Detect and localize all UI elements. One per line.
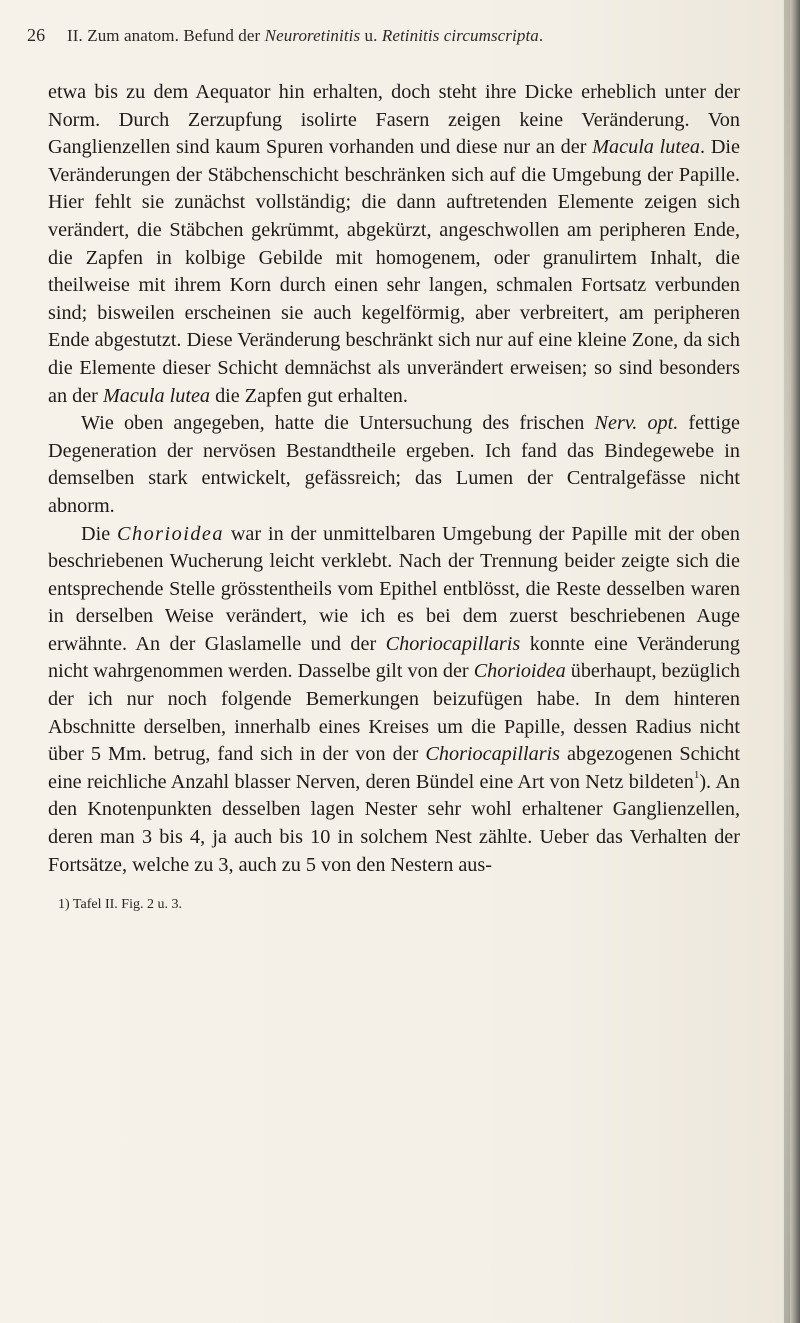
body-text xyxy=(48,79,740,879)
page-edge-stain xyxy=(784,0,790,1323)
header-title: II. Zum anatom. Befund der Neuroretinitis u. Retinitis circumscripta. xyxy=(67,26,544,45)
page-number: 26 xyxy=(27,25,46,45)
paragraph-3: Die Chorioidea war in der unmittelbaren Umgebung der Papille mit der oben beschriebenen Wucherung leicht verklebt. Nach der Trennung beider zeigte sich die entsprechende Stelle grösstentheils vom Epithel entblösst, die Reste desselben waren in derselben Weise verändert, wie ich es bei dem zuerst beschriebenen Auge erwähnte. An der Glaslamelle und der Choriocapillaris konnte eine Veränderung nicht wahrgenommen werden. Dasselbe gilt von der Chorioidea überhaupt, bezüglich der ich nur noch folgende Bemerkungen beizufügen habe. In dem hinteren Abschnitte derselben, innerhalb eines Kreises um die Papille, dessen Radius nicht über 5 Mm. betrug, fand sich in der von der Choriocapillaris abgezogenen Schicht eine reichliche Anzahl blasser Nerven, deren Bündel eine Art von Netz bildeten$^1$). An den Knotenpunkten desselben lagen Nester sehr wohl erhaltener Ganglienzellen, deren man 3 bis 4, ja auch bis 10 in solchem Nest zählte. Ueber das Verhalten der Fortsätze, welche zu 3, auch zu 5 von den Nestern aus- xyxy=(48,522,741,876)
footnote-ref[interactable]: 1 xyxy=(693,769,700,782)
paragraph-1: etwa bis zu dem Aequator hin erhalten, doch steht ihre Dicke erheblich unter der Norm. Durch Zerzupfung isolirte Fasern zeigen keine Veränderung. Von Ganglienzellen sind kaum Spuren vorhanden und diese nur an der Macula lutea. Die Veränderungen der Stäbchenschicht beschränken sich auf die Umgebung der Papille. Hier fehlt sie zunächst vollständig; die dann auftretenden Elemente zeigen sich verändert, die Stäbchen gekrümmt, abgekürzt, angeschwollen am peripheren Ende, die Zapfen in kolbige Gebilde mit homogenem, oder granulirtem Inhalt, die theilweise mit ihrem Korn durch einen sehr langen, schmalen Fortsatz verbunden sind; bisweilen erscheinen sie auch kegelförmig, aber verbreitert, am peripheren Ende abgestutzt. Diese Veränderung beschränkt sich nur auf eine kleine Zone, da sich die Elemente dieser Schicht demnächst als unverändert erweisen; so sind besonders an der Macula lutea die Zapfen gut erhalten. xyxy=(48,81,740,407)
running-header xyxy=(27,23,757,48)
footnote: 1) Tafel II. Fig. 2 u. 3. xyxy=(58,897,182,912)
paragraph-2: Wie oben angegeben, hatte die Untersuchung des frischen Nerv. opt. fettige Degeneration der nervösen Bestandtheile ergeben. Ich fand das Bindegewebe in demselben stark entwickelt, gefässreich; das Lumen der Centralgefässe nicht abnorm. xyxy=(48,412,740,517)
